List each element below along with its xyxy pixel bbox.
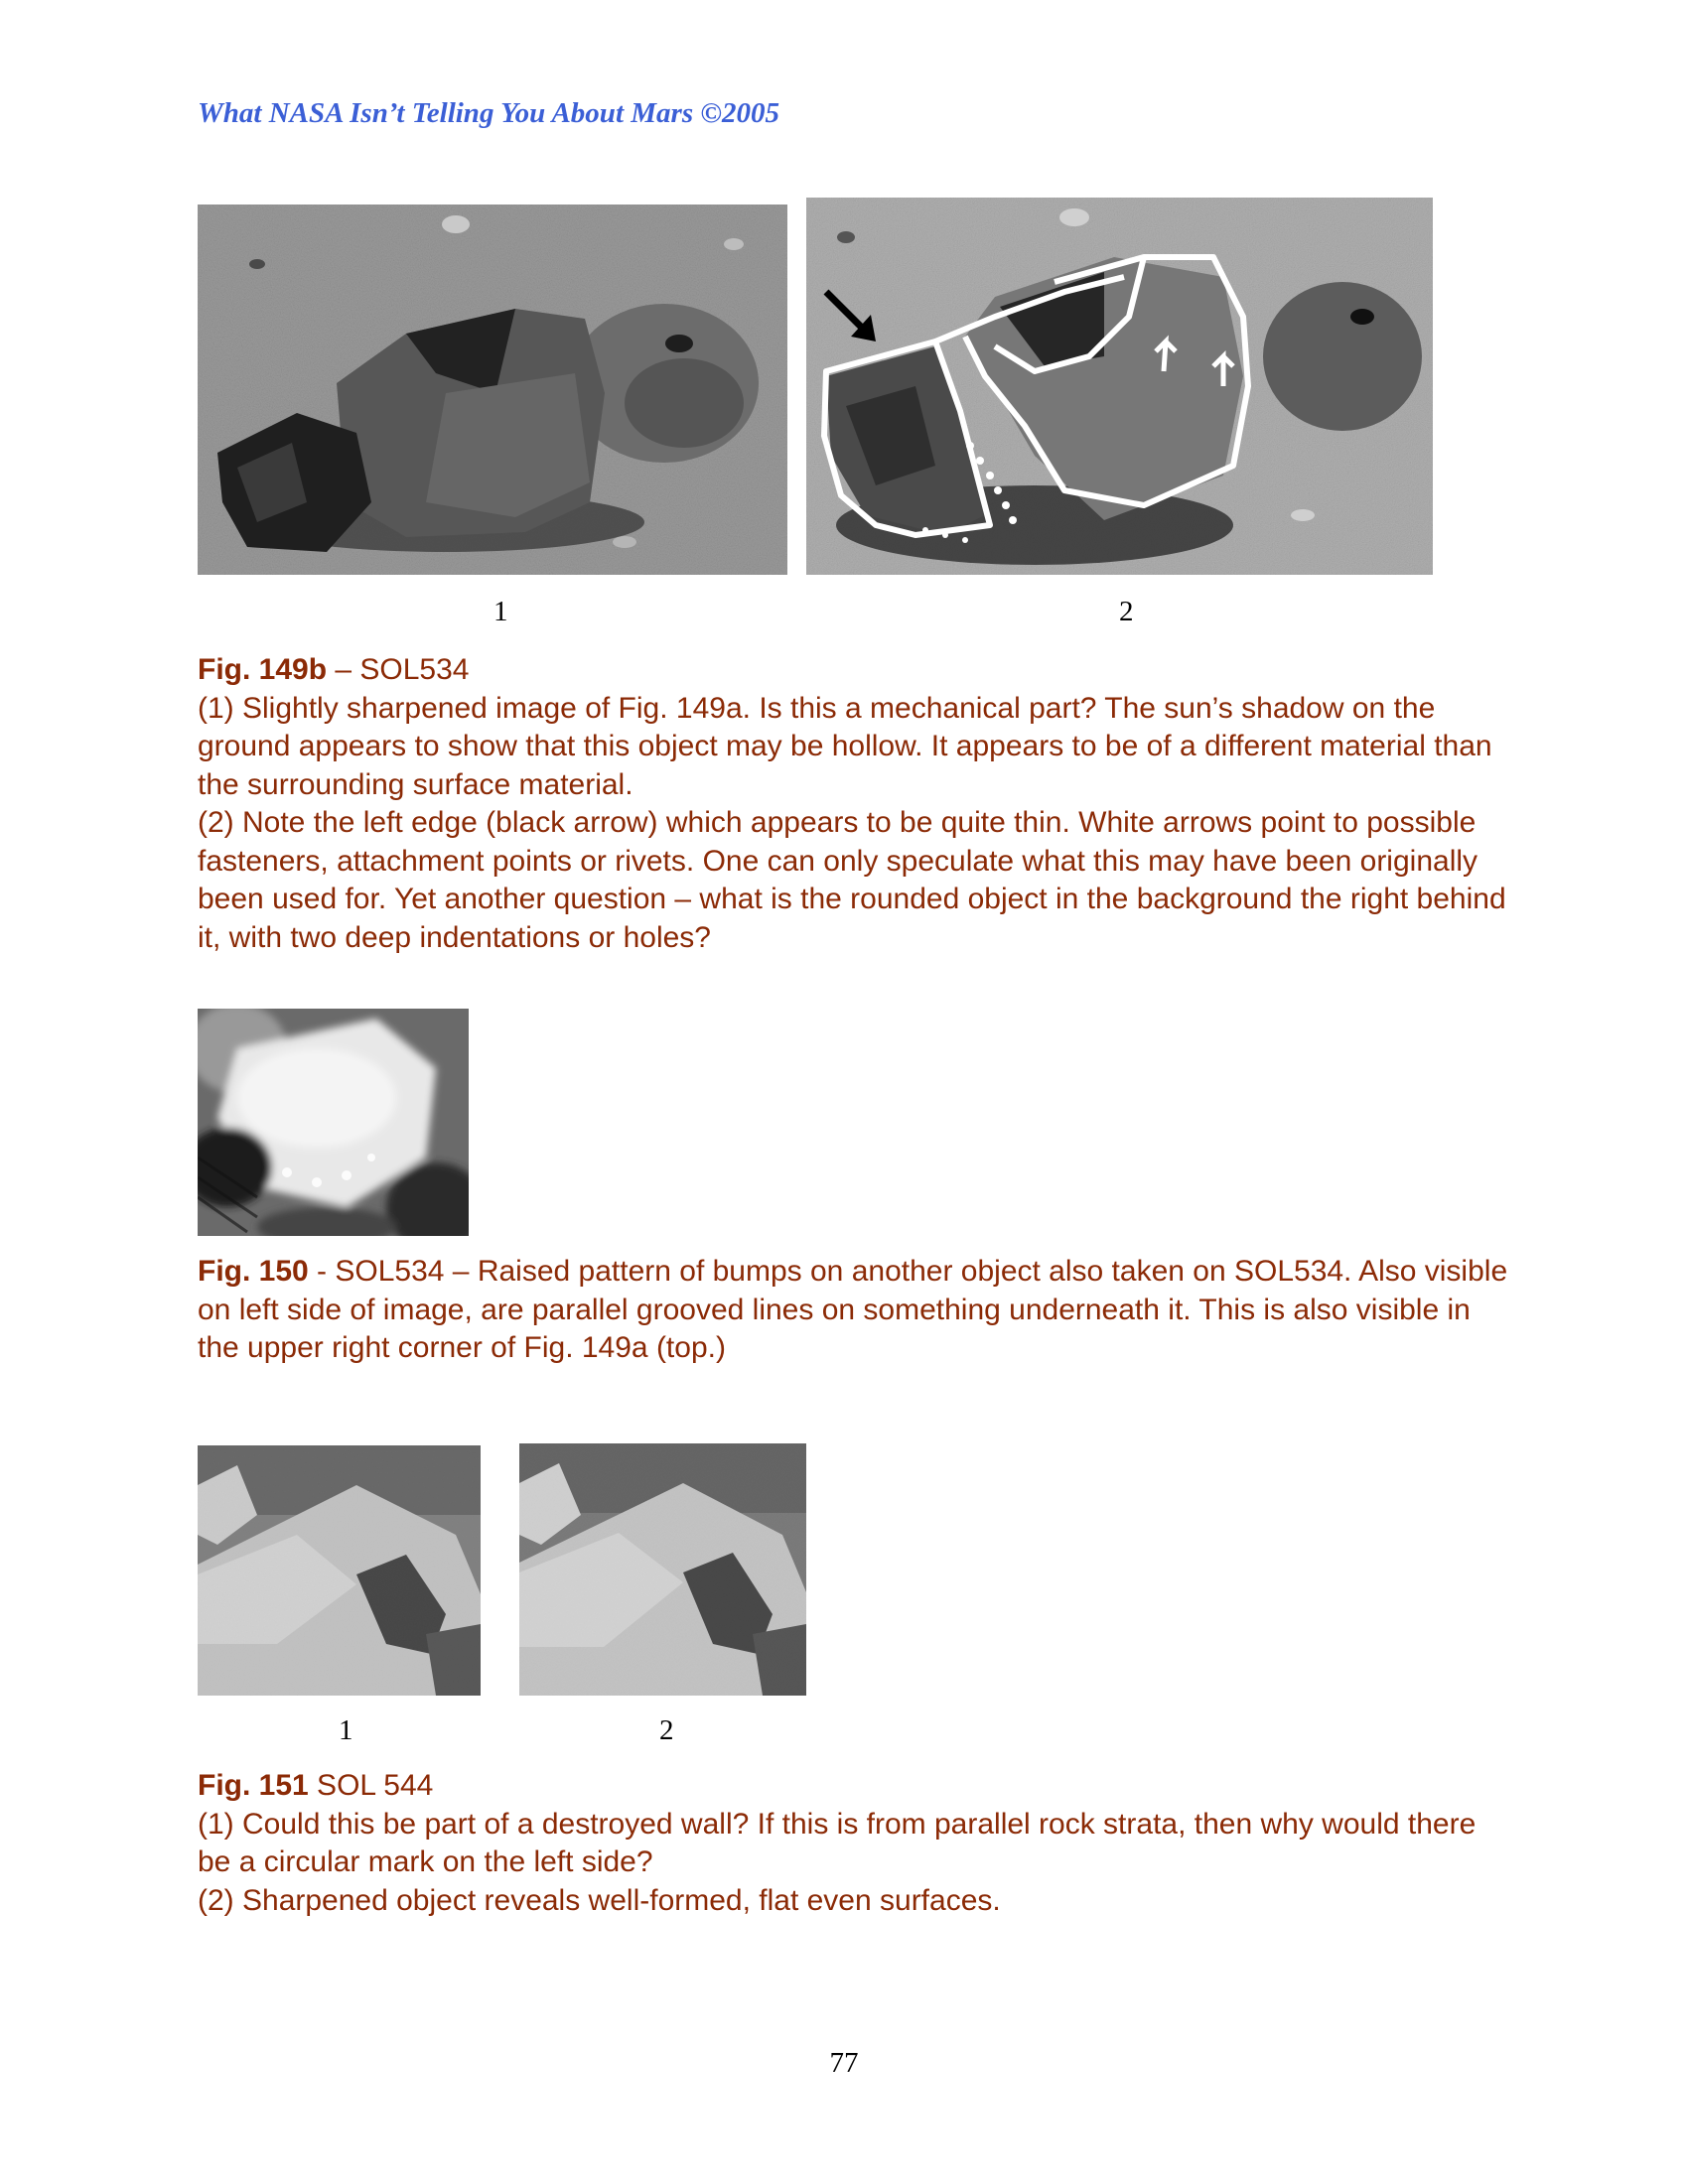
fig149b-title xyxy=(198,651,1508,690)
fig150-caption xyxy=(198,1253,1508,1368)
fig149b-panel-label-1: 1 xyxy=(493,596,508,627)
fig151-panel-label-1: 1 xyxy=(339,1714,353,1746)
fig149b-paragraph-1: (1) Slightly sharpened image of Fig. 149a. Is this a mechanical part? The sun’s shadow on the ground appears to show that this object may be hollow. It appears to be of a different material than the surrounding surface material. xyxy=(198,691,1492,801)
fig149b-caption xyxy=(198,651,1508,957)
fig151-photo-2 xyxy=(519,1443,806,1696)
fig151-paragraph-2: (2) Sharpened object reveals well-formed, flat even surfaces. xyxy=(198,1883,1001,1917)
fig149b-label: Fig. 149b xyxy=(198,653,328,686)
fig149b-panel-label-2: 2 xyxy=(1119,596,1134,627)
fig151-panel-label-2: 2 xyxy=(659,1714,674,1746)
fig151-paragraph-1: (1) Could this be part of a destroyed wall? If this is from parallel rock strata, then why would there be a circular mark on the left side? xyxy=(198,1807,1477,1878)
page-number: 77 xyxy=(829,2047,859,2079)
fig151-photo-1 xyxy=(198,1445,481,1696)
fig150-body: - SOL534 – Raised pattern of bumps on another object also taken on SOL534. Also visible on left side of image, are parallel grooved lines on something underneath it. This is also visible in the upper right corner of Fig. 149a (top.) xyxy=(198,1255,1508,1364)
fig149b-photo-1 xyxy=(198,205,787,575)
fig150-text xyxy=(198,1253,1508,1368)
running-header: What NASA Isn’t Telling You About Mars ©2005 xyxy=(198,97,780,129)
fig149b-paragraph-2: (2) Note the left edge (black arrow) which appears to be quite thin. White arrows point to possible fasteners, attachment points or rivets. One can only speculate what this may have been originally been used for. Yet another question – what is the rounded object in the background the right behind it, with two deep indentations or holes? xyxy=(198,806,1506,954)
fig151-label: Fig. 151 xyxy=(198,1769,309,1802)
fig150-label: Fig. 150 xyxy=(198,1255,309,1288)
fig151-title-rest: SOL 544 xyxy=(308,1769,434,1802)
fig150-photo xyxy=(198,1009,469,1236)
fig151-caption xyxy=(198,1767,1508,1920)
fig151-title xyxy=(198,1767,1508,1806)
fig149b-photo-2 xyxy=(806,198,1433,575)
fig149b-title-rest: – SOL534 xyxy=(327,653,470,686)
